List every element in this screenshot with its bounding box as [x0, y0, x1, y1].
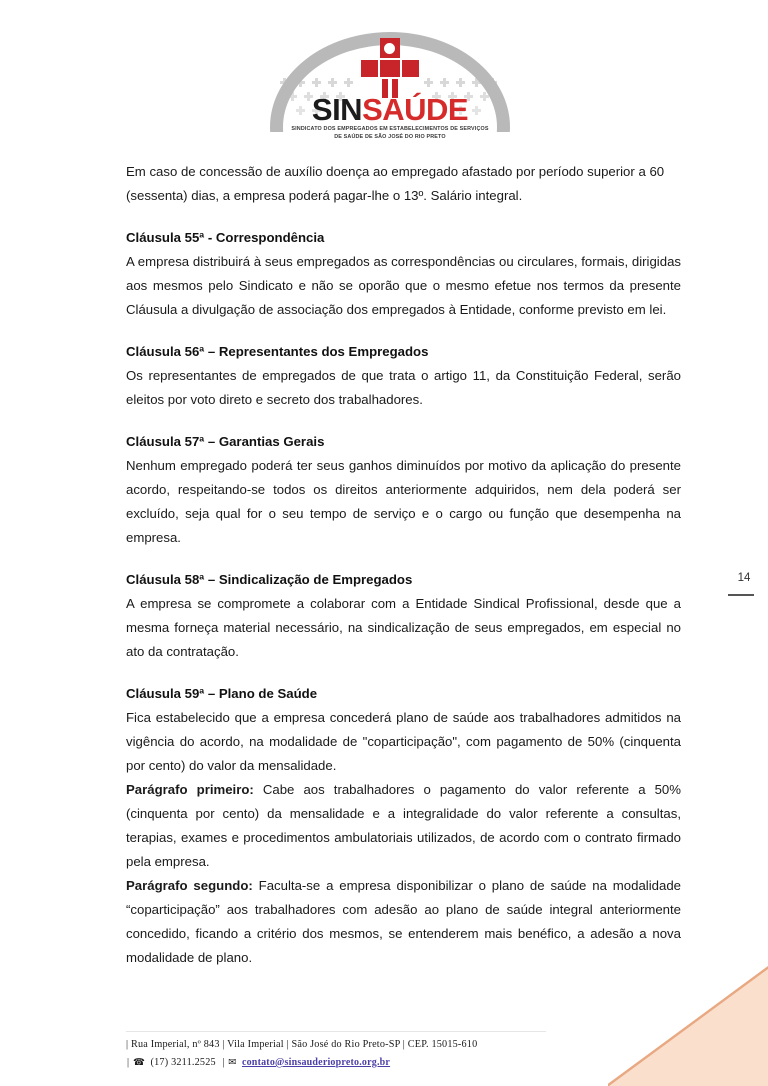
- footer-bar-right: |: [222, 1056, 225, 1068]
- footer-bar-left: |: [127, 1056, 130, 1068]
- clause-body-56: Os representantes de empregados de que trata o artigo 11, da Constituição Federal, serão eleitos por voto direto e secreto dos trabalhadores.: [126, 368, 681, 408]
- intro-block: [126, 160, 681, 208]
- clause-body-59: Fica estabelecido que a empresa concederá plano de saúde aos trabalhadores admitidos na vigência do acordo, na modalidade de "coparticipação", com pagamento de 50% (cinquenta por cento) do valor da mensalidade.: [126, 710, 681, 774]
- clause-title-59: Cláusula 59ª – Plano de Saúde: [126, 686, 318, 702]
- footer-divider: [126, 1031, 546, 1032]
- logo-tagline: [265, 126, 515, 142]
- clause-body-57: Nenhum empregado poderá ter seus ganhos diminuídos por motivo da aplicação do presente acordo, respeitando-se todos os direitos anteriormente adquiridos, nem dela poderá ser excluído, seja qual for o seu tempo de serviço e o cargo ou função que desempenha na empresa.: [126, 458, 681, 546]
- clause-block-58: [126, 568, 681, 664]
- logo-medical-cross-icon: [361, 38, 419, 100]
- paragraph-segundo-body: Faculta-se a empresa disponibilizar o plano de saúde na modalidade “coparticipação” aos trabalhadores com adesão ao plano de saúde integral anteriormente concedido, ficando a critério dos mesmos, se entenderem mais benéfico, a adesão a nova modalidade de plano.: [126, 878, 681, 966]
- corner-decoration-edge: [608, 966, 768, 1086]
- logo-wordmark-saude: SAÚDE: [362, 92, 469, 127]
- paragraph-primeiro-body: Cabe aos trabalhadores o pagamento do valor referente a 50% (cinquenta por cento) da mensalidade e a integralidade do valor referente a consultas, terapias, exames e procedimentos ambulatoriais utilizados, de acordo com o contrato firmado pela empresa.: [126, 782, 681, 870]
- clause-block-56: [126, 340, 681, 412]
- page-number-rule: [728, 594, 754, 596]
- logo-tagline-line1: SINDICATO DOS EMPREGADOS EM ESTABELECIMENTOS DE SERVIÇOS: [291, 126, 489, 132]
- footer-phone: (17) 3211.2525: [150, 1056, 216, 1068]
- clause-body-55: A empresa distribuirá à seus empregados as correspondências ou circulares, formais, dirigidas aos mesmos pelo Sindicato e não se oporão que o mesmo efetue nos termos da presente Cláusula a divulgação de associação dos empregados à Entidade, conforme previsto em lei.: [126, 254, 681, 318]
- footer-email-link[interactable]: contato@sinsauderiopreto.org.br: [241, 1056, 391, 1068]
- clause-block-55: [126, 226, 681, 322]
- clause-body-58: A empresa se compromete a colaborar com a Entidade Sindical Profissional, desde que a mesma forneça material necessário, na sindicalização de seus empregados, em especial no ato da contratação.: [126, 596, 681, 660]
- corner-decoration-fill: [609, 969, 768, 1086]
- document-body: [126, 160, 681, 970]
- page-footer: [126, 1036, 596, 1072]
- paragraph-primeiro: [126, 778, 681, 874]
- logo-wordmark: [265, 94, 515, 125]
- clause-block-59: [126, 682, 681, 778]
- logo-figure-head-icon: [381, 40, 398, 57]
- paragraph-segundo: [126, 874, 681, 970]
- footer-address-row: | Rua Imperial, nº 843 | Vila Imperial | São José do Rio Preto-SP | CEP. 15015-610: [126, 1039, 478, 1050]
- logo-wordmark-sin: SIN: [311, 92, 363, 127]
- clause-title-55: Cláusula 55ª - Correspondência: [126, 230, 325, 246]
- clause-title-56: Cláusula 56ª – Representantes dos Empregados: [126, 344, 429, 360]
- clause-title-57: Cláusula 57ª – Garantias Gerais: [126, 434, 325, 450]
- paragraph-primeiro-label: Parágrafo primeiro:: [126, 782, 254, 798]
- footer-contact-row: [126, 1054, 596, 1072]
- page-header: [0, 0, 768, 150]
- intro-paragraph: Em caso de concessão de auxílio doença ao empregado afastado por período superior a 60 (sessenta) dias, a empresa poderá pagar-lhe o 13º. Salário integral.: [126, 164, 665, 204]
- clause-title-58: Cláusula 58ª – Sindicalização de Empregados: [126, 572, 413, 588]
- logo-tagline-line2: DE SAÚDE DE SÃO JOSÉ DO RIO PRETO: [334, 133, 446, 140]
- corner-decoration: [608, 961, 768, 1086]
- paragraph-segundo-label: Parágrafo segundo:: [126, 878, 253, 894]
- sinsaude-logo: [265, 32, 515, 140]
- envelope-icon: ✉: [228, 1056, 237, 1068]
- clause-block-57: [126, 430, 681, 550]
- phone-icon: ☎: [133, 1056, 146, 1068]
- page-number: 14: [737, 572, 751, 584]
